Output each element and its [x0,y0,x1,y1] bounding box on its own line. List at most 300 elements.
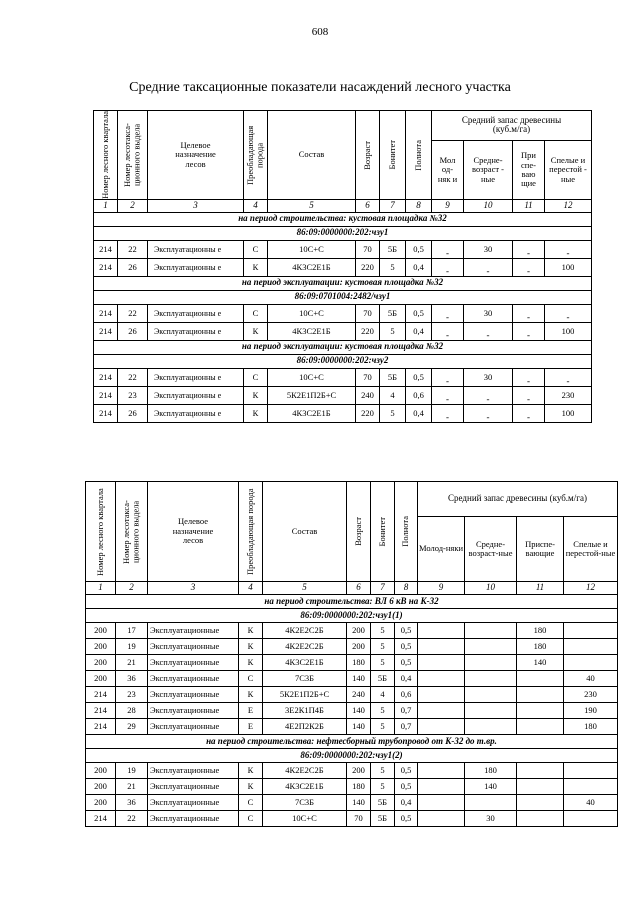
column-number: 5 [263,582,347,595]
table-cell [418,719,465,735]
section-title: на период строительства: нефтесборный трубопровод от К-32 до т.вр. [86,735,618,749]
table-cell: 0,5 [395,779,418,795]
cadastral-code: 86:09:0701004:2482/чзу1 [94,290,592,304]
section-title: на период строительства: кустовая площадка №32 [94,212,592,226]
table-cell [517,811,564,827]
table-cell: Эксплуатационные [148,763,239,779]
table-row [86,719,618,735]
table-cell: 190 [564,703,618,719]
table-cell [418,639,465,655]
table-cell [465,623,517,639]
table-cell: Е [239,719,263,735]
header-young: Молод-няки [418,517,465,582]
table-cell: - [432,404,464,422]
table-cell: Эксплуатационные [148,795,239,811]
column-number: 6 [356,199,380,212]
cadastral-code: 86:09:0000000:202:чзу2 [94,354,592,368]
table-cell [564,779,618,795]
table-cell: 22 [116,811,148,827]
table-cell [517,779,564,795]
table-cell: Эксплуатационные [148,623,239,639]
section-title: на период строительства: ВЛ 6 кВ на К-32 [86,595,618,609]
table-cell: 10С+С [263,811,347,827]
table-row [86,795,618,811]
table-cell [517,703,564,719]
column-number: 9 [432,199,464,212]
table-cell: 140 [347,719,371,735]
table-cell: Эксплуатационные [148,703,239,719]
table-cell: 4К3С2Е1Б [263,655,347,671]
table-cell [564,639,618,655]
table-cell [418,687,465,703]
table-cell: 140 [347,703,371,719]
section-title-row [94,212,592,226]
table-cell [564,655,618,671]
table-cell: 214 [94,404,118,422]
table-cell: 230 [564,687,618,703]
table-cell: 214 [94,322,118,340]
table-cell: С [244,368,268,386]
table-cell: 140 [517,655,564,671]
table-cell: - [513,258,545,276]
table-cell: 4К2Е2С2Б [263,639,347,655]
table-cell: 3Е2К1П4Б [263,703,347,719]
section-code-row [86,749,618,763]
table-cell: 180 [564,719,618,735]
column-numbers-row [94,199,592,212]
header-purpose: Целевое назначение лесов [148,111,244,200]
table-cell: 100 [545,258,592,276]
table-row [94,322,592,340]
column-number: 5 [268,199,356,212]
table-cell: 5 [371,639,395,655]
table-cell: Эксплуатационны е [148,240,244,258]
table-cell: 5 [371,623,395,639]
table-cell: 0,4 [406,404,432,422]
table-cell: Эксплуатационные [148,671,239,687]
header-kvartal: Номер лесного квартала [86,482,116,582]
column-number: 2 [118,199,148,212]
table-cell: 70 [356,368,380,386]
table-cell [418,655,465,671]
table-cell: 10С+С [268,368,356,386]
header-stock-group: Средний запас древесины (куб.м/га) [432,111,592,141]
table-cell: 140 [347,671,371,687]
table-cell [418,779,465,795]
table-cell: 200 [86,623,116,639]
table-cell: 214 [94,368,118,386]
table-cell: 4К3С2Е1Б [268,322,356,340]
table-cell: Е [239,703,263,719]
table-cell: 4К2Е2С2Б [263,763,347,779]
table-cell [418,703,465,719]
table-cell: 214 [86,719,116,735]
table-cell: 10С+С [268,304,356,322]
table-cell: Эксплуатационны е [148,304,244,322]
header-purpose: Целевое назначение лесов [148,482,239,582]
table-cell [517,763,564,779]
table-cell: 0,5 [406,368,432,386]
header-composition: Состав [268,111,356,200]
table-cell: 200 [86,671,116,687]
table-cell: 0,4 [406,258,432,276]
table-cell: Эксплуатационные [148,779,239,795]
table-cell: 22 [118,240,148,258]
table-cell: 0,4 [395,795,418,811]
table-cell: 26 [118,404,148,422]
table-cell: 200 [347,639,371,655]
header-density: Полнота [406,111,432,200]
table-cell: 0,6 [395,687,418,703]
table-cell [465,687,517,703]
table-row [94,404,592,422]
cadastral-code: 86:09:0000000:202:чзу1 [94,226,592,240]
table-cell: 4 [371,687,395,703]
table-cell: - [432,258,464,276]
table-cell: 26 [118,322,148,340]
column-number: 7 [371,582,395,595]
table-row [86,687,618,703]
table-cell: 230 [545,386,592,404]
table-cell [564,763,618,779]
cadastral-code: 86:09:0000000:202:чзу1(2) [86,749,618,763]
table-cell: Эксплуатационны е [148,322,244,340]
section-code-row [86,609,618,623]
table-cell: - [545,240,592,258]
table-cell: К [239,639,263,655]
table-cell: - [513,368,545,386]
table-cell: С [244,240,268,258]
header-middle: Средне-возраст-ные [465,517,517,582]
table-cell: 0,5 [395,639,418,655]
table-cell: 4К3С2Е1Б [268,404,356,422]
table-cell: - [545,304,592,322]
table-cell: 240 [347,687,371,703]
table-cell: 0,4 [406,322,432,340]
table-cell: - [545,368,592,386]
table-cell: 70 [356,304,380,322]
table-cell [564,623,618,639]
table-cell: 214 [94,304,118,322]
table-cell: 5Б [380,368,406,386]
table-cell: К [239,687,263,703]
table-cell: К [239,779,263,795]
column-number: 1 [94,199,118,212]
table-cell: 0,6 [406,386,432,404]
table-row [86,639,618,655]
table-cell: 220 [356,258,380,276]
table-cell: - [432,386,464,404]
column-number: 3 [148,582,239,595]
table-cell: 22 [118,368,148,386]
table-cell: - [432,240,464,258]
table-cell: 26 [118,258,148,276]
table-cell: 0,5 [395,623,418,639]
table-cell: 19 [116,639,148,655]
table-cell: 22 [118,304,148,322]
section-title-row [86,595,618,609]
header-species: Преобладающая порода [239,482,263,582]
header-age: Возраст [347,482,371,582]
table-cell: 214 [86,703,116,719]
table-row [94,304,592,322]
table-cell: 180 [517,623,564,639]
table-row [94,368,592,386]
table-cell: 30 [464,304,513,322]
table-cell: 5 [380,258,406,276]
table-cell: С [239,811,263,827]
table-cell: 200 [86,655,116,671]
table-cell: 30 [464,368,513,386]
table-cell: - [432,304,464,322]
table-cell: 200 [86,763,116,779]
table-cell: К [239,655,263,671]
column-number: 1 [86,582,116,595]
column-number: 7 [380,199,406,212]
table-cell [517,795,564,811]
table-cell: 70 [356,240,380,258]
header-kvartal: Номер лесного квартала [94,111,118,200]
table-cell: 214 [94,386,118,404]
table-cell: Эксплуатационны е [148,368,244,386]
table-cell: - [464,404,513,422]
table-cell: 200 [86,795,116,811]
table-cell: К [244,404,268,422]
table-cell: 4 [380,386,406,404]
table-cell: К [244,386,268,404]
column-number: 11 [517,582,564,595]
table-cell: 5Б [371,795,395,811]
table-cell: Эксплуатационны е [148,258,244,276]
table-cell: 5 [380,322,406,340]
table-cell [418,671,465,687]
column-number: 4 [239,582,263,595]
table-row [86,655,618,671]
table-cell: 100 [545,322,592,340]
table-cell: 5 [371,763,395,779]
table-cell: С [239,795,263,811]
table-cell: 23 [116,687,148,703]
table-cell: 5Б [371,811,395,827]
table-cell [418,811,465,827]
table-cell: 180 [517,639,564,655]
table-cell: Эксплуатационные [148,811,239,827]
table-cell: 17 [116,623,148,639]
table-cell: - [513,404,545,422]
table-cell: 28 [116,703,148,719]
table-cell: 40 [564,671,618,687]
table-cell: К [244,322,268,340]
table-cell: 200 [347,623,371,639]
header-young: Мол од-няк и [432,140,464,199]
table-cell: 0,5 [395,763,418,779]
table-cell [564,811,618,827]
table-cell [517,671,564,687]
header-mature: Спелые и перестой - ные [545,140,592,199]
header-middle: Средне-возраст - ные [464,140,513,199]
table-cell [465,703,517,719]
column-number: 8 [395,582,418,595]
column-number: 3 [148,199,244,212]
table-cell: - [432,322,464,340]
table-cell: К [244,258,268,276]
header-mature: Спелые и перестой-ные [564,517,618,582]
table-cell [418,763,465,779]
table-cell: 214 [94,240,118,258]
table-cell: - [513,304,545,322]
table-cell: 4К2Е2С2Б [263,623,347,639]
table-cell: 4К3С2Е1Б [263,779,347,795]
table-cell [465,795,517,811]
table-cell [465,719,517,735]
column-number: 10 [465,582,517,595]
table-cell: 0,7 [395,719,418,735]
table-cell: Эксплуатационные [148,655,239,671]
column-number: 6 [347,582,371,595]
header-stock-group: Средний запас древесины (куб.м/га) [418,482,618,517]
table-cell: С [244,304,268,322]
table-cell [465,655,517,671]
section-title-row [94,340,592,354]
table-cell: 180 [465,763,517,779]
table-cell: 7С3Б [263,671,347,687]
header-composition: Состав [263,482,347,582]
header-vydel: Номер лесотакса-ционного выдела [116,482,148,582]
table-cell: 19 [116,763,148,779]
header-bonitet: Бонитет [380,111,406,200]
table-cell: Эксплуатационные [148,687,239,703]
table-row [86,703,618,719]
table-cell: Эксплуатационны е [148,386,244,404]
table-cell: 220 [356,404,380,422]
table-cell: 29 [116,719,148,735]
header-ripening: Приспе-вающие [517,517,564,582]
header-age: Возраст [356,111,380,200]
column-number: 8 [406,199,432,212]
table-cell [465,639,517,655]
cadastral-code: 86:09:0000000:202:чзу1(1) [86,609,618,623]
table-cell: 30 [464,240,513,258]
table-cell: 0,4 [395,671,418,687]
table-cell: 70 [347,811,371,827]
page-number: 608 [311,26,329,38]
table-cell: 21 [116,655,148,671]
table-cell: Эксплуатационны е [148,404,244,422]
table-cell: 5 [371,655,395,671]
table-cell: - [464,322,513,340]
table-cell: 10С+С [268,240,356,258]
table-cell: 214 [86,811,116,827]
table-row [94,240,592,258]
table-cell: 4Е2П2К2Б [263,719,347,735]
table-row [86,623,618,639]
table-cell: К [239,763,263,779]
forest-stock-table-1 [93,110,592,423]
table-row [86,779,618,795]
table-cell: К [239,623,263,639]
column-number: 9 [418,582,465,595]
table-cell: 5Б [380,304,406,322]
table-cell: 5 [371,779,395,795]
table-cell: 5Б [371,671,395,687]
table-cell: 0,5 [406,240,432,258]
column-number: 12 [564,582,618,595]
table-cell: 36 [116,671,148,687]
column-number: 11 [513,199,545,212]
table-cell: 200 [347,763,371,779]
table-cell: 21 [116,779,148,795]
table-row [86,671,618,687]
table-cell [517,687,564,703]
table-cell: 200 [86,639,116,655]
section-code-row [94,226,592,240]
table-cell: Эксплуатационные [148,639,239,655]
table-cell: 140 [347,795,371,811]
table-cell: 40 [564,795,618,811]
table-cell: 5 [380,404,406,422]
table-cell: Эксплуатационные [148,719,239,735]
section-title: на период эксплуатации: кустовая площадка №32 [94,276,592,290]
table-cell: 100 [545,404,592,422]
table-row [86,763,618,779]
table-cell [418,623,465,639]
table-cell: 240 [356,386,380,404]
table-cell: 0,5 [395,811,418,827]
header-density: Полнота [395,482,418,582]
column-number: 12 [545,199,592,212]
table-cell: 5К2Е1П2Б+С [263,687,347,703]
table-cell: 220 [356,322,380,340]
table-cell: - [513,322,545,340]
table-cell [517,719,564,735]
column-numbers-row [86,582,618,595]
header-vydel: Номер лесотакса-ционного выдела [118,111,148,200]
header-bonitet: Бонитет [371,482,395,582]
table-cell: 200 [86,779,116,795]
table-cell: 36 [116,795,148,811]
forest-stock-table-2 [85,481,618,827]
table-cell: 5К2Е1П2Б+С [268,386,356,404]
table-cell: 5 [371,703,395,719]
page-title: Средние таксационные показатели насаждений лесного участка [129,80,511,95]
table-cell: 140 [465,779,517,795]
table-cell: - [464,258,513,276]
table-cell: 180 [347,655,371,671]
table-cell: - [513,240,545,258]
table-cell: 4К3С2Е1Б [268,258,356,276]
section-title: на период эксплуатации: кустовая площадка №32 [94,340,592,354]
table-cell: 23 [118,386,148,404]
table-cell [418,795,465,811]
table-cell: 0,5 [395,655,418,671]
table-cell [465,671,517,687]
table-cell: 7С3Б [263,795,347,811]
column-number: 4 [244,199,268,212]
table-cell: - [513,386,545,404]
table-cell: - [464,386,513,404]
table-cell: 214 [94,258,118,276]
header-species: Преобладающая порода [244,111,268,200]
table-cell: - [432,368,464,386]
section-code-row [94,290,592,304]
table-cell: 0,7 [395,703,418,719]
table-cell: 30 [465,811,517,827]
table-cell: 0,5 [406,304,432,322]
column-number: 10 [464,199,513,212]
table-cell: 5Б [380,240,406,258]
table-row [94,386,592,404]
section-title-row [86,735,618,749]
